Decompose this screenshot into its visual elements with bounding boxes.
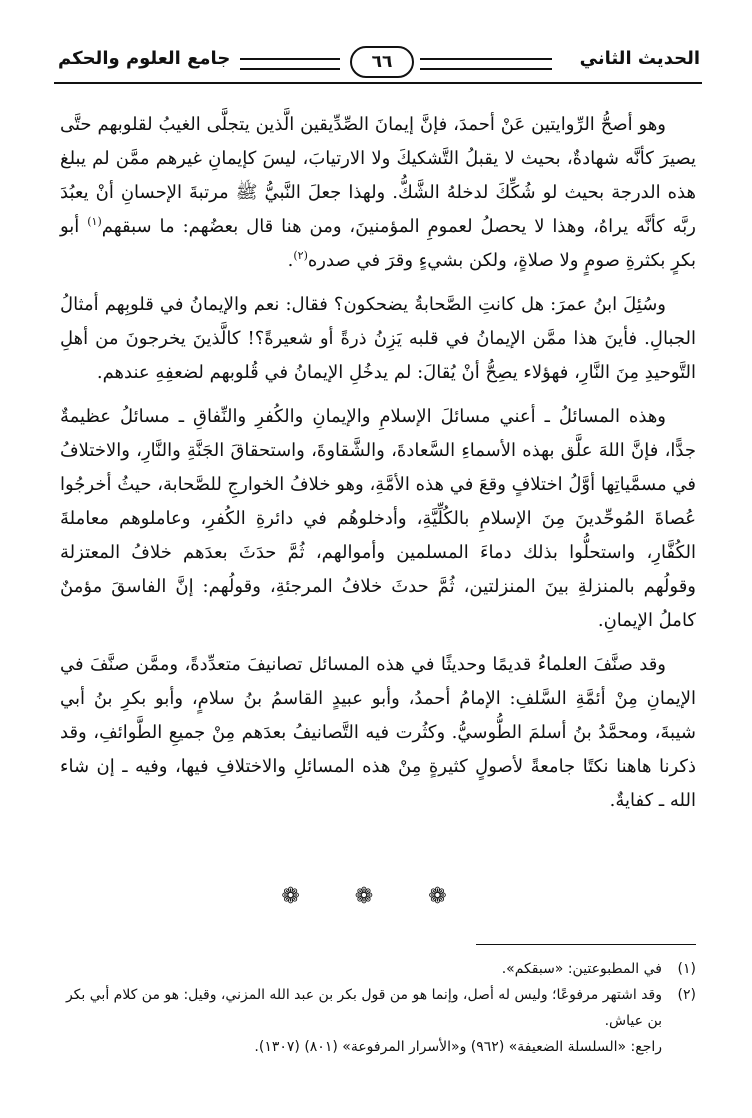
footnote-number: (١) bbox=[677, 961, 696, 977]
header-rule-right bbox=[420, 58, 552, 70]
chapter-title: الحديث الثاني bbox=[579, 48, 700, 69]
header-rule-left bbox=[240, 58, 340, 70]
running-header bbox=[54, 40, 702, 84]
paragraph-text: . bbox=[287, 250, 294, 271]
footnote-text: وقد اشتهر مرفوعًا؛ وليس له أصل، وإنما هو من قول بكر بن عبد الله المزني، وقيل: هو من كلام أبي بكر بن عياش. bbox=[65, 987, 662, 1029]
footnote bbox=[56, 982, 696, 1034]
page-number: ٦٦ bbox=[350, 46, 414, 78]
footnote-reference: راجع: «السلسلة الضعيفة» (٩٦٢) و«الأسرار المرفوعة» (٨٠١) (١٣٠٧). bbox=[254, 1039, 662, 1055]
main-text bbox=[60, 108, 696, 828]
paragraph: وسُئِلَ ابنُ عمرَ: هل كانتِ الصَّحابةُ يضحكون؟ فقال: نعم والإيمانُ في قلوبِهم أمثالُ الجبالِ. فأينَ هذا ممَّن الإيمانُ في قلبه يَزِنُ ذرةً أو شعيرةً؟! كالَّذينَ يخرجونَ من أهلِ التَّوحيدِ مِنَ النَّارِ، فهؤلاء يصِحُّ أنْ يُقالَ: لم يدخُلِ الإيمانُ في قُلوبهم لضعفِهِ عندهم. bbox=[60, 294, 696, 383]
paragraph-text: وهو أصحُّ الرِّوايتين عَنْ أحمدَ، فإنَّ إيمانَ الصِّدِّيقين الَّذين يتجلَّى الغيبُ لقلوبهم حتَّى يصيرَ كأنَّه شهادةٌ، بحيث لا يقبلُ التَّشكيكَ ولا الارتيابَ، ليسَ كإيمانِ غيرهم ممَّن لم يبلغ هذه الدرجة بحيث لو شُكِّكَ لدخلهُ الشَّكُّ. ولهذا جعلَ النَّبيُّ ﷺ مرتبةَ الإحسانِ أنْ يعبُدَ ربَّه كأنَّه يراهُ، وهذا لا يحصلُ لعمومِ المؤمنينَ، ومن هنا قال بعضُهم: ما سبقهم bbox=[60, 114, 697, 237]
paragraph bbox=[60, 108, 696, 278]
footnote-marker[interactable]: (٢) bbox=[293, 249, 308, 262]
footnotes bbox=[56, 956, 696, 1060]
paragraph: وهذه المسائلُ ـ أعني مسائلَ الإسلامِ والإيمانِ والكُفرِ والنِّفاقِ ـ مسائلُ عظيمةٌ جدًّا، فإنَّ اللهَ علَّق بهذه الأسماءِ السَّعادةَ، والشَّقاوةَ، واستحقاقَ الجَنَّةِ والنَّارِ، والاختلافُ في مسمَّياتِها أوَّلُ اختلافٍ وقعَ في هذه الأمَّةِ، وهو خلافُ الخوارجِ للصَّحابة، حيثُ أخرجُوا عُصاةَ المُوحِّدينَ مِنَ الإسلامِ بالكُلِّيَّةِ، وأدخلوهُم في دائرةِ الكُفرِ، وعاملوهم معاملةَ الكُفَّارِ، واستحلُّوا بذلك دماءَ المسلمين وأموالهم، ثُمَّ حدَثَ بعدَهم خلافُ المعتزلة وقولُهم بالمنزلةِ بينَ المنزلتين، ثُمَّ حدثَ خلافُ المرجئةِ، وقولُهم: إنَّ الفاسقَ مؤمنٌ كاملُ الإيمانِ. bbox=[60, 406, 696, 631]
paragraph-text: أبو بكرٍ بكثرةِ صومٍ ولا صلاةٍ، ولكن بشيءٍ وقرَ في صدره bbox=[60, 216, 696, 271]
footnote-marker[interactable]: (١) bbox=[87, 215, 102, 228]
section-ornament: ❁ ❁ ❁ bbox=[281, 884, 471, 909]
header-divider bbox=[54, 82, 702, 84]
footnote-text: في المطبوعتين: «سبقكم». bbox=[501, 961, 662, 977]
footnote-separator bbox=[476, 944, 696, 945]
book-title: جامع العلوم والحكم bbox=[58, 48, 231, 69]
footnote bbox=[56, 956, 696, 982]
footnote-number: (٢) bbox=[677, 987, 696, 1003]
paragraph: وقد صنَّفَ العلماءُ قديمًا وحديثًا في هذه المسائل تصانيفَ متعدِّدةً، وممَّن صنَّفَ في الإيمانِ مِنْ أئمَّةِ السَّلفِ: الإمامُ أحمدُ، وأبو عبيدٍ القاسمُ بنُ سلامٍ، وأبو بكرِ بنُ أبي شيبةَ، ومحمَّدُ بنُ أسلمَ الطُّوسيُّ. وكثُرت فيه التَّصانيفُ بعدَهم مِنْ جميعِ الطَّوائفِ، وقد ذكرنا هاهنا نكتًا جامعةً لأصولٍ كثيرةٍ مِنْ هذه المسائلِ والاختلافِ فيها، وفيه ـ إن شاء الله ـ كفايةٌ. bbox=[60, 654, 696, 811]
